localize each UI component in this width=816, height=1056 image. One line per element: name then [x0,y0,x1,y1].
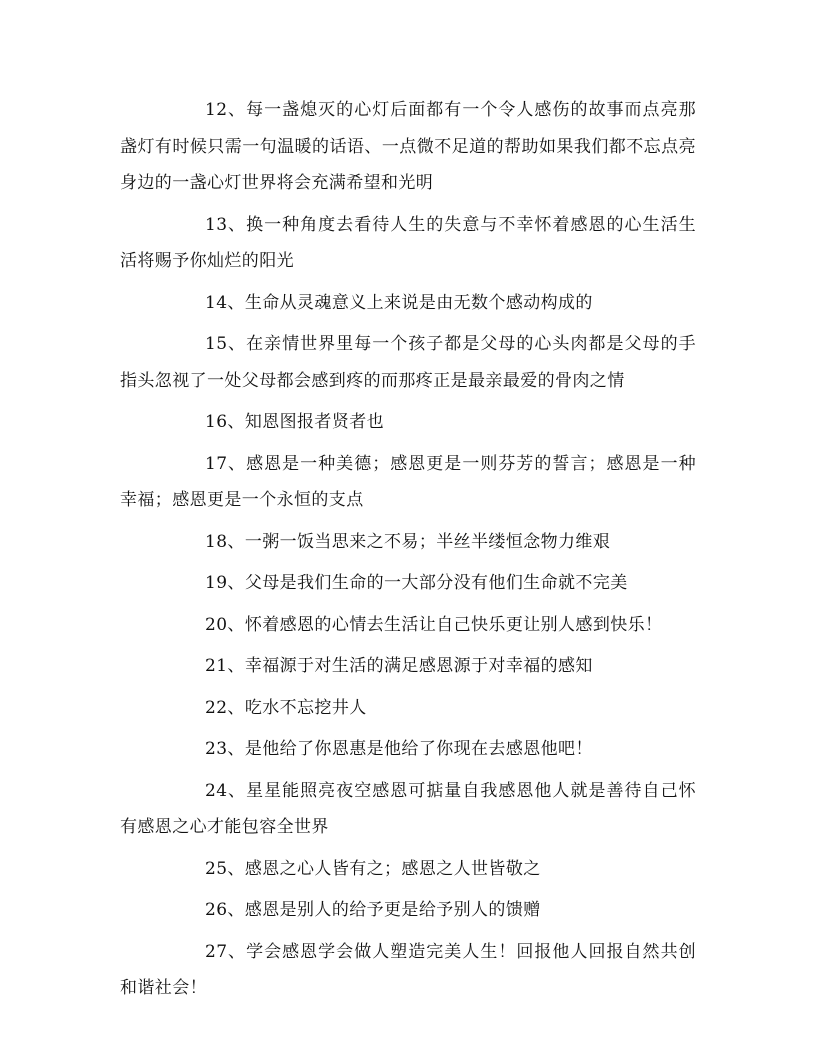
paragraph-27: 27、学会感恩学会做人塑造完美人生！回报他人回报自然共创和谐社会！ [120,941,696,998]
paragraph-20: 20、怀着感恩的心情去生活让自己快乐更让别人感到快乐！ [205,614,663,635]
paragraph-13: 13、换一种角度去看待人生的失意与不幸怀着感恩的心生活生活将赐予你灿烂的阳光 [120,214,696,271]
paragraph-21: 21、幸福源于对生活的满足感恩源于对幸福的感知 [205,656,593,676]
paragraph-22: 22、吃水不忘挖井人 [205,697,367,718]
paragraph-14: 14、生命从灵魂意义上来说是由无数个感动构成的 [205,292,593,313]
paragraph-17: 17、感恩是一种美德；感恩更是一则芬芳的誓言；感恩是一种幸福；感恩更是一个永恒的支点 [120,453,696,510]
paragraph-26: 26、感恩是别人的给予更是给予别人的馈赠 [205,900,541,920]
paragraph-15: 15、在亲情世界里每一个孩子都是父母的心头肉都是父母的手指头忽视了一处父母都会感到疼的而那疼正是最亲最爱的骨肉之情 [120,334,696,391]
paragraph-24: 24、星星能照亮夜空感恩可掂量自我感恩他人就是善待自己怀有感恩之心才能包容全世界 [120,780,696,837]
paragraph-25: 25、感恩之心人皆有之；感恩之人世皆敬之 [205,858,541,879]
paragraph-19: 19、父母是我们生命的一大部分没有他们生命就不完美 [205,573,628,593]
paragraph-23: 23、是他给了你恩惠是他给了你现在去感恩他吧！ [205,739,593,759]
paragraph-18: 18、一粥一饭当思来之不易；半丝半缕恒念物力维艰 [205,531,611,552]
paragraph-12: 12、每一盏熄灭的心灯后面都有一个令人感伤的故事而点亮那盏灯有时候只需一句温暖的话语、一点微不足道的帮助如果我们都不忘点亮身边的一盏心灯世界将会充满希望和光明 [120,100,696,193]
paragraph-16: 16、知恩图报者贤者也 [205,412,385,432]
document-page [120,92,696,1012]
